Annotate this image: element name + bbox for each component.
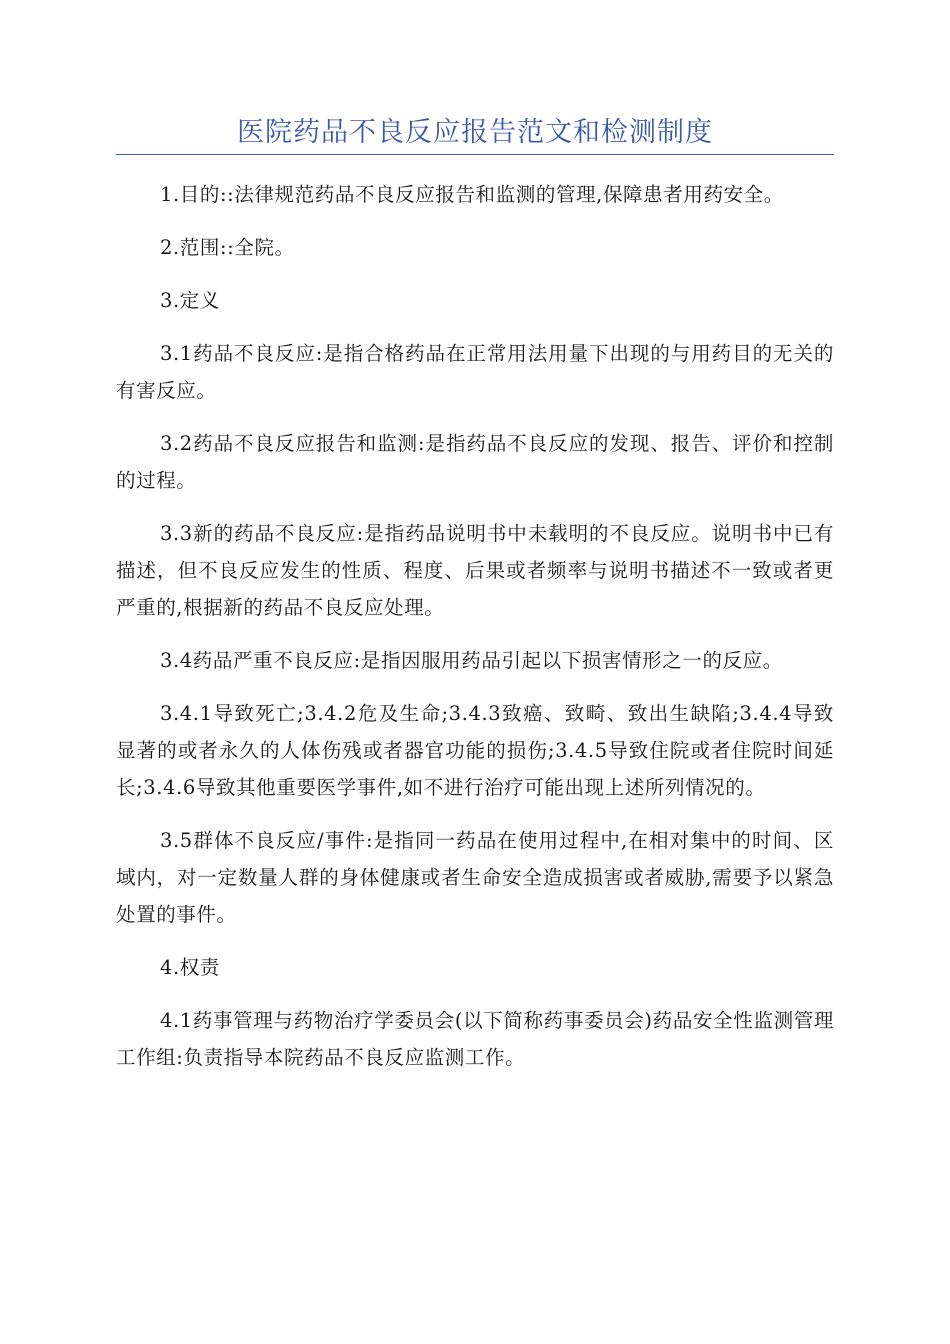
paragraph-definition-heading: 3.定义 bbox=[160, 289, 221, 312]
paragraph-definition-3-4-1: 3.4.1导致死亡;3.4.2危及生命;3.4.3致癌、致畸、致出生缺陷;3.4.4导致显著的或者永久的人体伤残或者器官功能的损伤;3.4.5导致住院或者住院时间延长;3.4.6导致其他重要医学事件,如不进行治疗可能出现上述所列情况的。 bbox=[116, 702, 834, 799]
paragraph-definition-3-2: 3.2药品不良反应报告和监测:是指药品不良反应的发现、报告、评价和控制的过程。 bbox=[116, 432, 834, 492]
document-body bbox=[116, 176, 834, 1092]
paragraph-definition-3-4: 3.4药品严重不良反应:是指因服用药品引起以下损害情形之一的反应。 bbox=[160, 649, 783, 672]
paragraph-responsibility-heading: 4.权责 bbox=[160, 956, 221, 979]
paragraph-scope: 2.范围::全院。 bbox=[160, 236, 295, 259]
paragraph-definition-3-3: 3.3新的药品不良反应:是指药品说明书中未载明的不良反应。说明书中已有描述，但不良反应发生的性质、程度、后果或者频率与说明书描述不一致或者更严重的,根据新的药品不良反应处理。 bbox=[116, 522, 834, 619]
title-underline bbox=[116, 154, 834, 155]
paragraph-definition-3-5: 3.5群体不良反应/事件:是指同一药品在使用过程中,在相对集中的时间、区域内，对一定数量人群的身体健康或者生命安全造成损害或者威胁,需要予以紧急处置的事件。 bbox=[116, 829, 834, 926]
document-title: 医院药品不良反应报告范文和检测制度 bbox=[237, 117, 713, 148]
paragraph-responsibility-4-1: 4.1药事管理与药物治疗学委员会(以下简称药事委员会)药品安全性监测管理工作组:负责指导本院药品不良反应监测工作。 bbox=[116, 1009, 834, 1069]
paragraph-purpose: 1.目的::法律规范药品不良反应报告和监测的管理,保障患者用药安全。 bbox=[160, 183, 784, 206]
paragraph-definition-3-1: 3.1药品不良反应:是指合格药品在正常用法用量下出现的与用药目的无关的有害反应。 bbox=[116, 342, 834, 402]
